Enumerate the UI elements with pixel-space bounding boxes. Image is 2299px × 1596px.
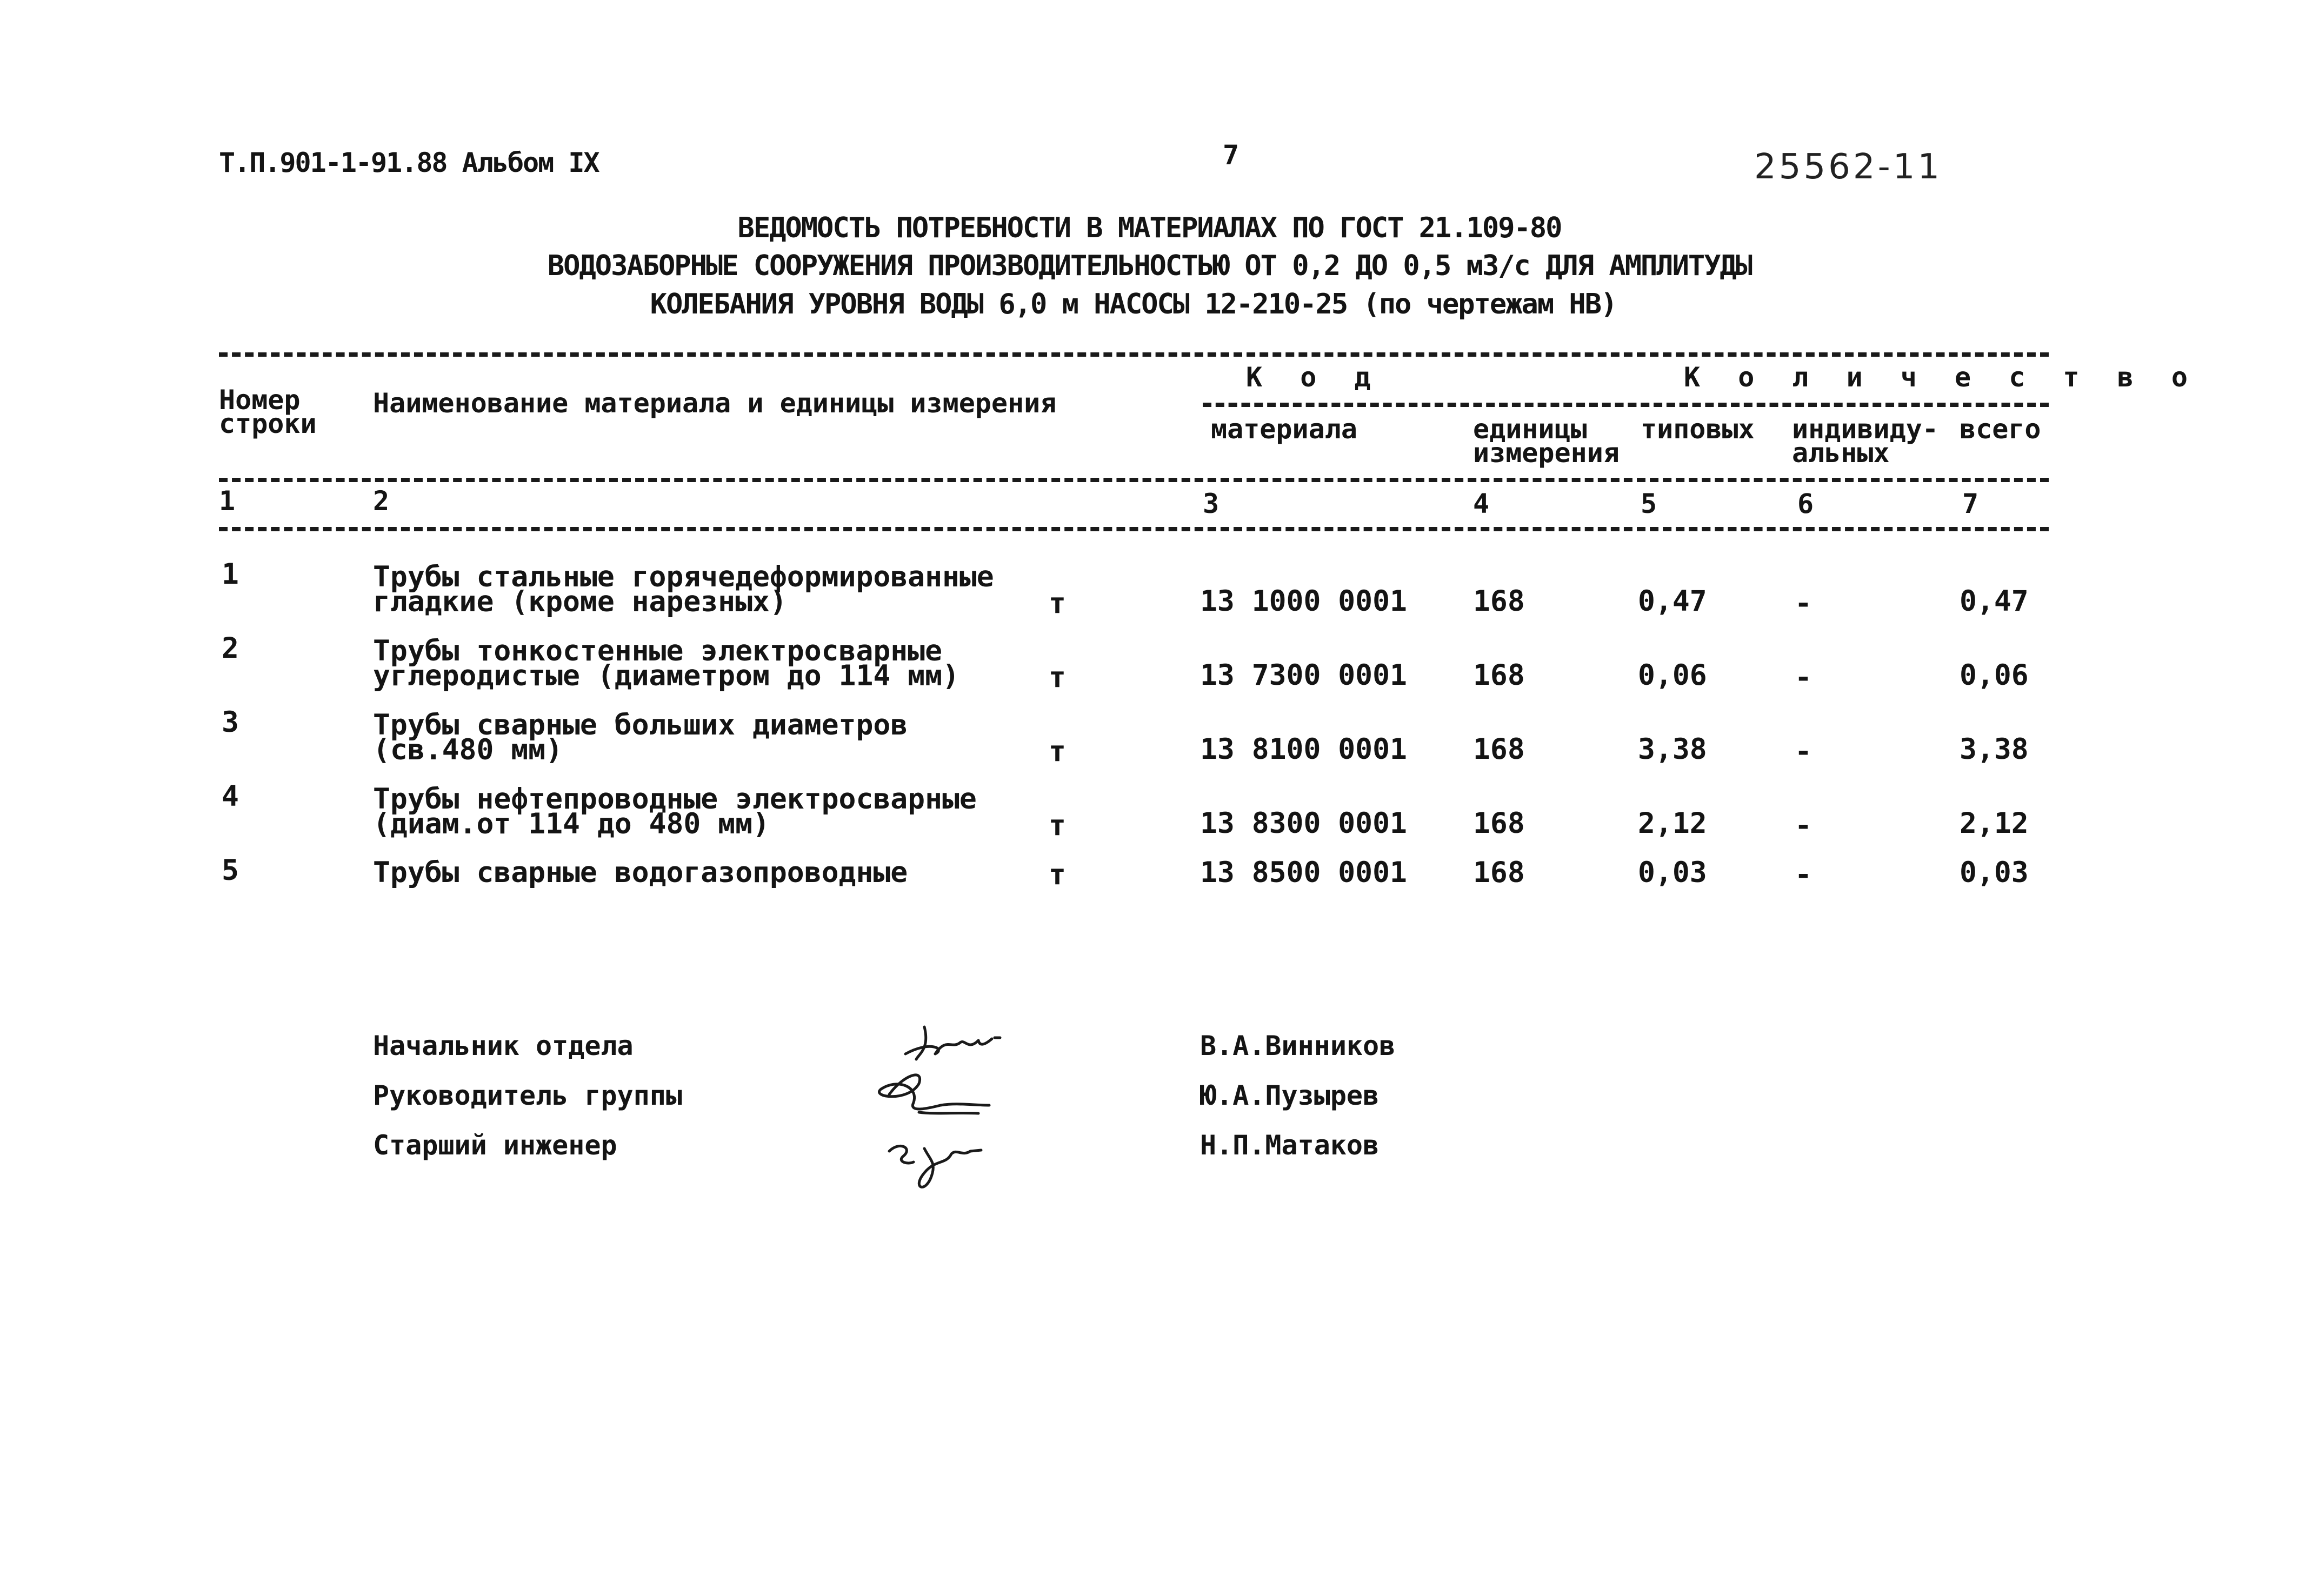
unit-code: 168 [1473,807,1525,840]
quantity-individual: - [1795,587,1812,620]
material-name-line: Трубы тонкостенные электросварные [373,635,942,667]
header-code-unit-2: измерения [1473,437,1620,469]
signature-role: Руководитель группы [373,1080,682,1111]
header-qty-individual-2: альных [1792,437,1890,469]
title-line-3: КОЛЕБАНИЯ УРОВНЯ ВОДЫ 6,0 м НАСОСЫ 12-210-25 (по чертежам НВ) [650,288,1617,320]
unit-code: 168 [1473,659,1525,692]
quantity-typical: 0,47 [1638,585,1707,618]
unit: т [1049,809,1066,842]
unit-code: 168 [1473,585,1525,618]
table-top-rule [219,352,2049,357]
material-code: 13 8100 0001 [1200,733,1407,766]
column-number-5: 5 [1641,488,1657,519]
quantity-typical: 0,03 [1638,856,1707,889]
quantity-total: 0,47 [1960,585,2029,618]
column-number-2: 2 [373,485,390,517]
unit: т [1049,858,1066,891]
header-qty-individual-1: индивиду- [1792,413,1938,445]
quantity-typical: 3,38 [1638,733,1707,766]
material-name-line: Трубы нефтепроводные электросварные [373,783,977,816]
header-row-no-2: строки [219,408,317,439]
material-code: 13 7300 0001 [1200,659,1407,692]
material-code: 13 8300 0001 [1200,807,1407,840]
signature-role: Старший инженер [373,1130,617,1161]
signature-person: В.А.Винников [1200,1030,1396,1061]
material-name-line: Трубы сварные водогазопроводные [373,856,908,889]
material-name-line: (диам.от 114 до 480 мм) [373,807,770,840]
quantity-total: 2,12 [1960,807,2029,840]
quantity-typical: 2,12 [1638,807,1707,840]
material-name-line: Трубы стальные горячедеформированные [373,560,994,593]
material-code: 13 8500 0001 [1200,856,1407,889]
header-quantity-group: К о л и ч е с т в о [1684,362,2198,393]
document-reference: Т.П.901-1-91.88 Альбом IX [219,147,599,178]
material-name-line: углеродистые (диаметром до 114 мм) [373,659,959,692]
handwritten-number: 25562-11 [1754,147,1943,187]
unit-code: 168 [1473,856,1525,889]
header-qty-typical: типовых [1641,413,1755,445]
unit: т [1049,661,1066,694]
row-number: 3 [222,706,239,739]
row-number: 5 [222,854,239,887]
unit: т [1049,735,1066,768]
material-name-line: (св.480 мм) [373,733,563,766]
column-number-6: 6 [1797,488,1814,519]
quantity-total: 0,06 [1960,659,2029,692]
quantity-individual: - [1795,858,1812,891]
title-line-1: ВЕДОМОСТЬ ПОТРЕБНОСТИ В МАТЕРИАЛАХ ПО ГОСТ 21.109-80 [737,212,1562,244]
handwritten-signatures [838,1016,1097,1211]
signature-person: Ю.А.Пузырев [1200,1080,1380,1111]
quantity-total: 3,38 [1960,733,2029,766]
signature-role: Начальник отдела [373,1030,634,1061]
column-number-1: 1 [219,485,236,517]
material-name-line: Трубы сварные больших диаметров [373,709,908,742]
header-row-no-1: Номер [219,384,301,416]
table-numbers-rule [219,527,2049,531]
title-line-2: ВОДОЗАБОРНЫЕ СООРУЖЕНИЯ ПРОИЗВОДИТЕЛЬНОСТЬЮ ОТ 0,2 ДО 0,5 м3/с ДЛЯ АМПЛИТУДЫ [547,250,1752,282]
quantity-total: 0,03 [1960,856,2029,889]
unit: т [1049,587,1066,620]
unit-code: 168 [1473,733,1525,766]
row-number: 1 [222,558,239,591]
signature-person: Н.П.Матаков [1200,1130,1380,1161]
table-header-rule [219,478,2049,482]
header-name: Наименование материала и единицы измерения [373,388,1057,419]
material-code: 13 1000 0001 [1200,585,1407,618]
column-number-4: 4 [1473,488,1490,519]
header-code-unit-1: единицы [1473,413,1587,445]
column-number-3: 3 [1203,488,1220,519]
quantity-individual: - [1795,735,1812,768]
quantity-individual: - [1795,809,1812,842]
column-number-7: 7 [1962,488,1979,519]
header-code-group: К о д [1246,362,1382,393]
page-number: 7 [1223,139,1238,171]
quantity-individual: - [1795,661,1812,694]
header-code-material: материала [1211,413,1357,445]
table-group-rule [1203,403,2049,407]
quantity-typical: 0,06 [1638,659,1707,692]
material-name-line: гладкие (кроме нарезных) [373,585,787,618]
row-number: 4 [222,780,239,813]
row-number: 2 [222,632,239,665]
header-qty-total: всего [1960,413,2041,445]
